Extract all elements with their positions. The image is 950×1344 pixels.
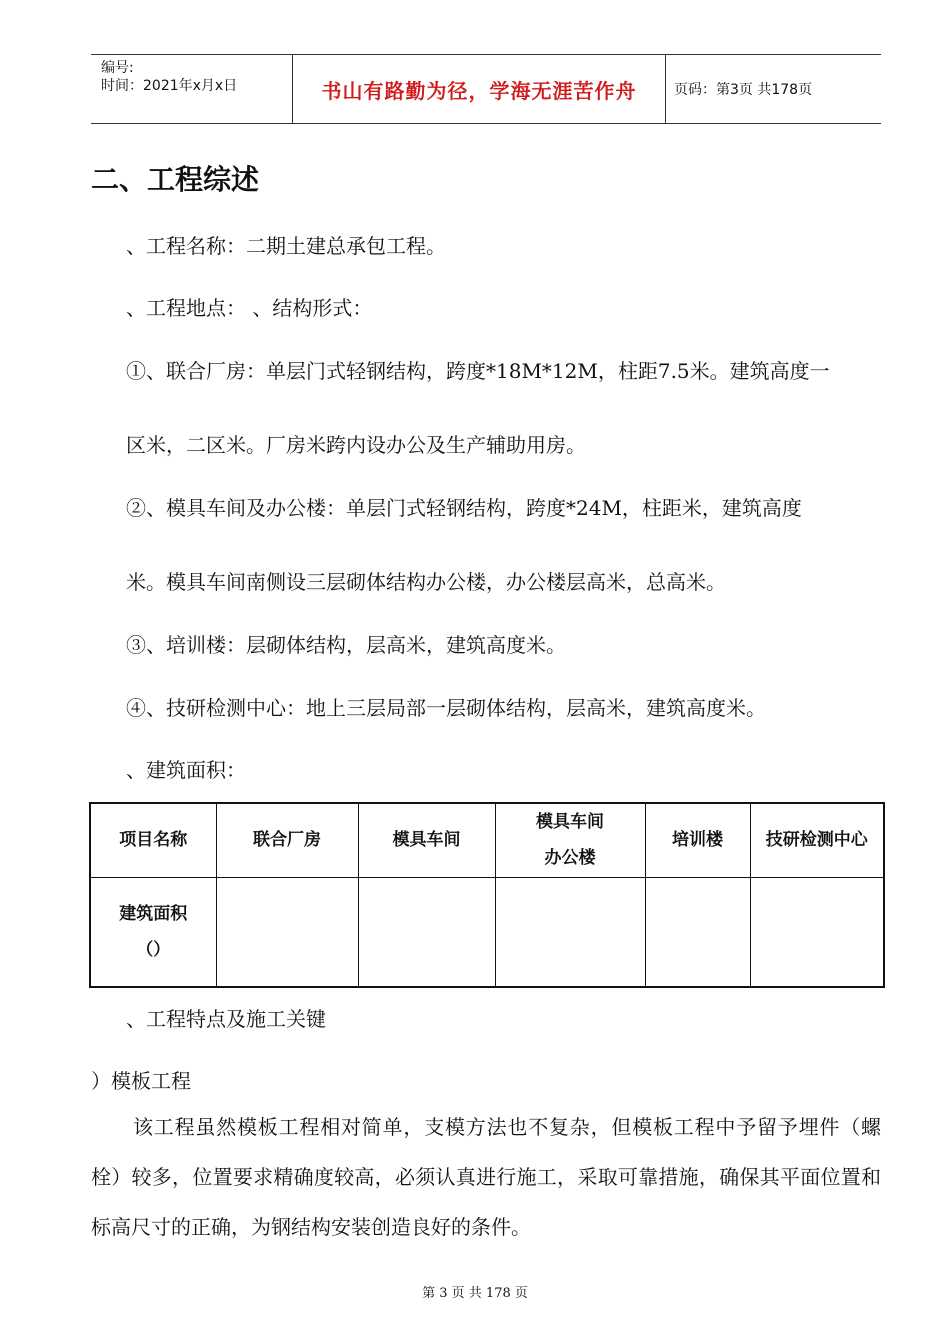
table-cell: [750, 877, 884, 987]
building-area-table: [89, 802, 885, 988]
table-row: [90, 877, 884, 987]
features-heading: 、工程特点及施工关键: [126, 1007, 326, 1031]
header-meta-cell: [91, 55, 293, 123]
formwork-heading: ）模板工程: [91, 1069, 191, 1093]
row-label-unit: （）: [136, 939, 171, 960]
structure-item-3: ③、培训楼：层砌体结构，层高米，建筑高度米。: [126, 633, 566, 657]
project-name-line: 、工程名称：二期土建总承包工程。: [126, 234, 446, 258]
row-label: 建筑面积: [119, 903, 188, 924]
row-label-cell: [90, 877, 216, 987]
page-footer: 第 3 页 共 178 页: [422, 1286, 528, 1301]
table-cell: [495, 877, 645, 987]
table-header-cell: 模具车间: [358, 803, 495, 877]
table-header-cell: 培训楼: [645, 803, 750, 877]
table-cell: [358, 877, 495, 987]
page-info: 页码：第3页 共178页: [674, 82, 813, 98]
header-page-cell: [666, 55, 881, 123]
structure-item-2: ②、模具车间及办公楼：单层门式轻钢结构，跨度*24M，柱距米，建筑高度: [126, 496, 802, 520]
table-header-cell: 技研检测中心: [750, 803, 884, 877]
structure-item-2-cont: 米。模具车间南侧设三层砌体结构办公楼，办公楼层高米，总高米。: [126, 570, 726, 594]
structure-item-1-cont: 区米，二区米。厂房米跨内设办公及生产辅助用房。: [126, 433, 586, 457]
table-header-row: [90, 803, 884, 877]
structure-item-4: ④、技研检测中心：地上三层局部一层砌体结构，层高米，建筑高度米。: [126, 696, 766, 720]
section-title: 二、工程综述: [91, 163, 260, 196]
formwork-paragraph: 该工程虽然模板工程相对简单，支模方法也不复杂，但模板工程中予留予埋件（螺栓）较多，位置要求精确度较高，必须认真进行施工，采取可靠措施，确保其平面位置和标高尺寸的正确，为钢结构安装创造良好的条件。: [91, 1115, 881, 1239]
table-header-cell: [495, 803, 645, 877]
table-header-cell: 项目名称: [90, 803, 216, 877]
motto-text: 书山有路勤为径，学海无涯苦作舟: [321, 78, 637, 103]
table-cell: [216, 877, 358, 987]
header-motto-cell: [293, 55, 666, 123]
table-header-cell: 联合厂房: [216, 803, 358, 877]
table-header-line: 模具车间: [536, 812, 604, 833]
project-location-line: 、工程地点： 、结构形式：: [126, 296, 373, 320]
table-header-line: 办公楼: [544, 848, 596, 869]
document-code-label: 编号:: [101, 60, 134, 76]
document-date: 时间：2021年x月x日: [101, 78, 238, 94]
building-area-heading: 、建筑面积：: [126, 758, 246, 782]
page-header: [91, 54, 881, 124]
table-cell: [645, 877, 750, 987]
structure-item-1: ①、联合厂房：单层门式轻钢结构，跨度*18M*12M，柱距7.5米。建筑高度一: [126, 359, 830, 383]
